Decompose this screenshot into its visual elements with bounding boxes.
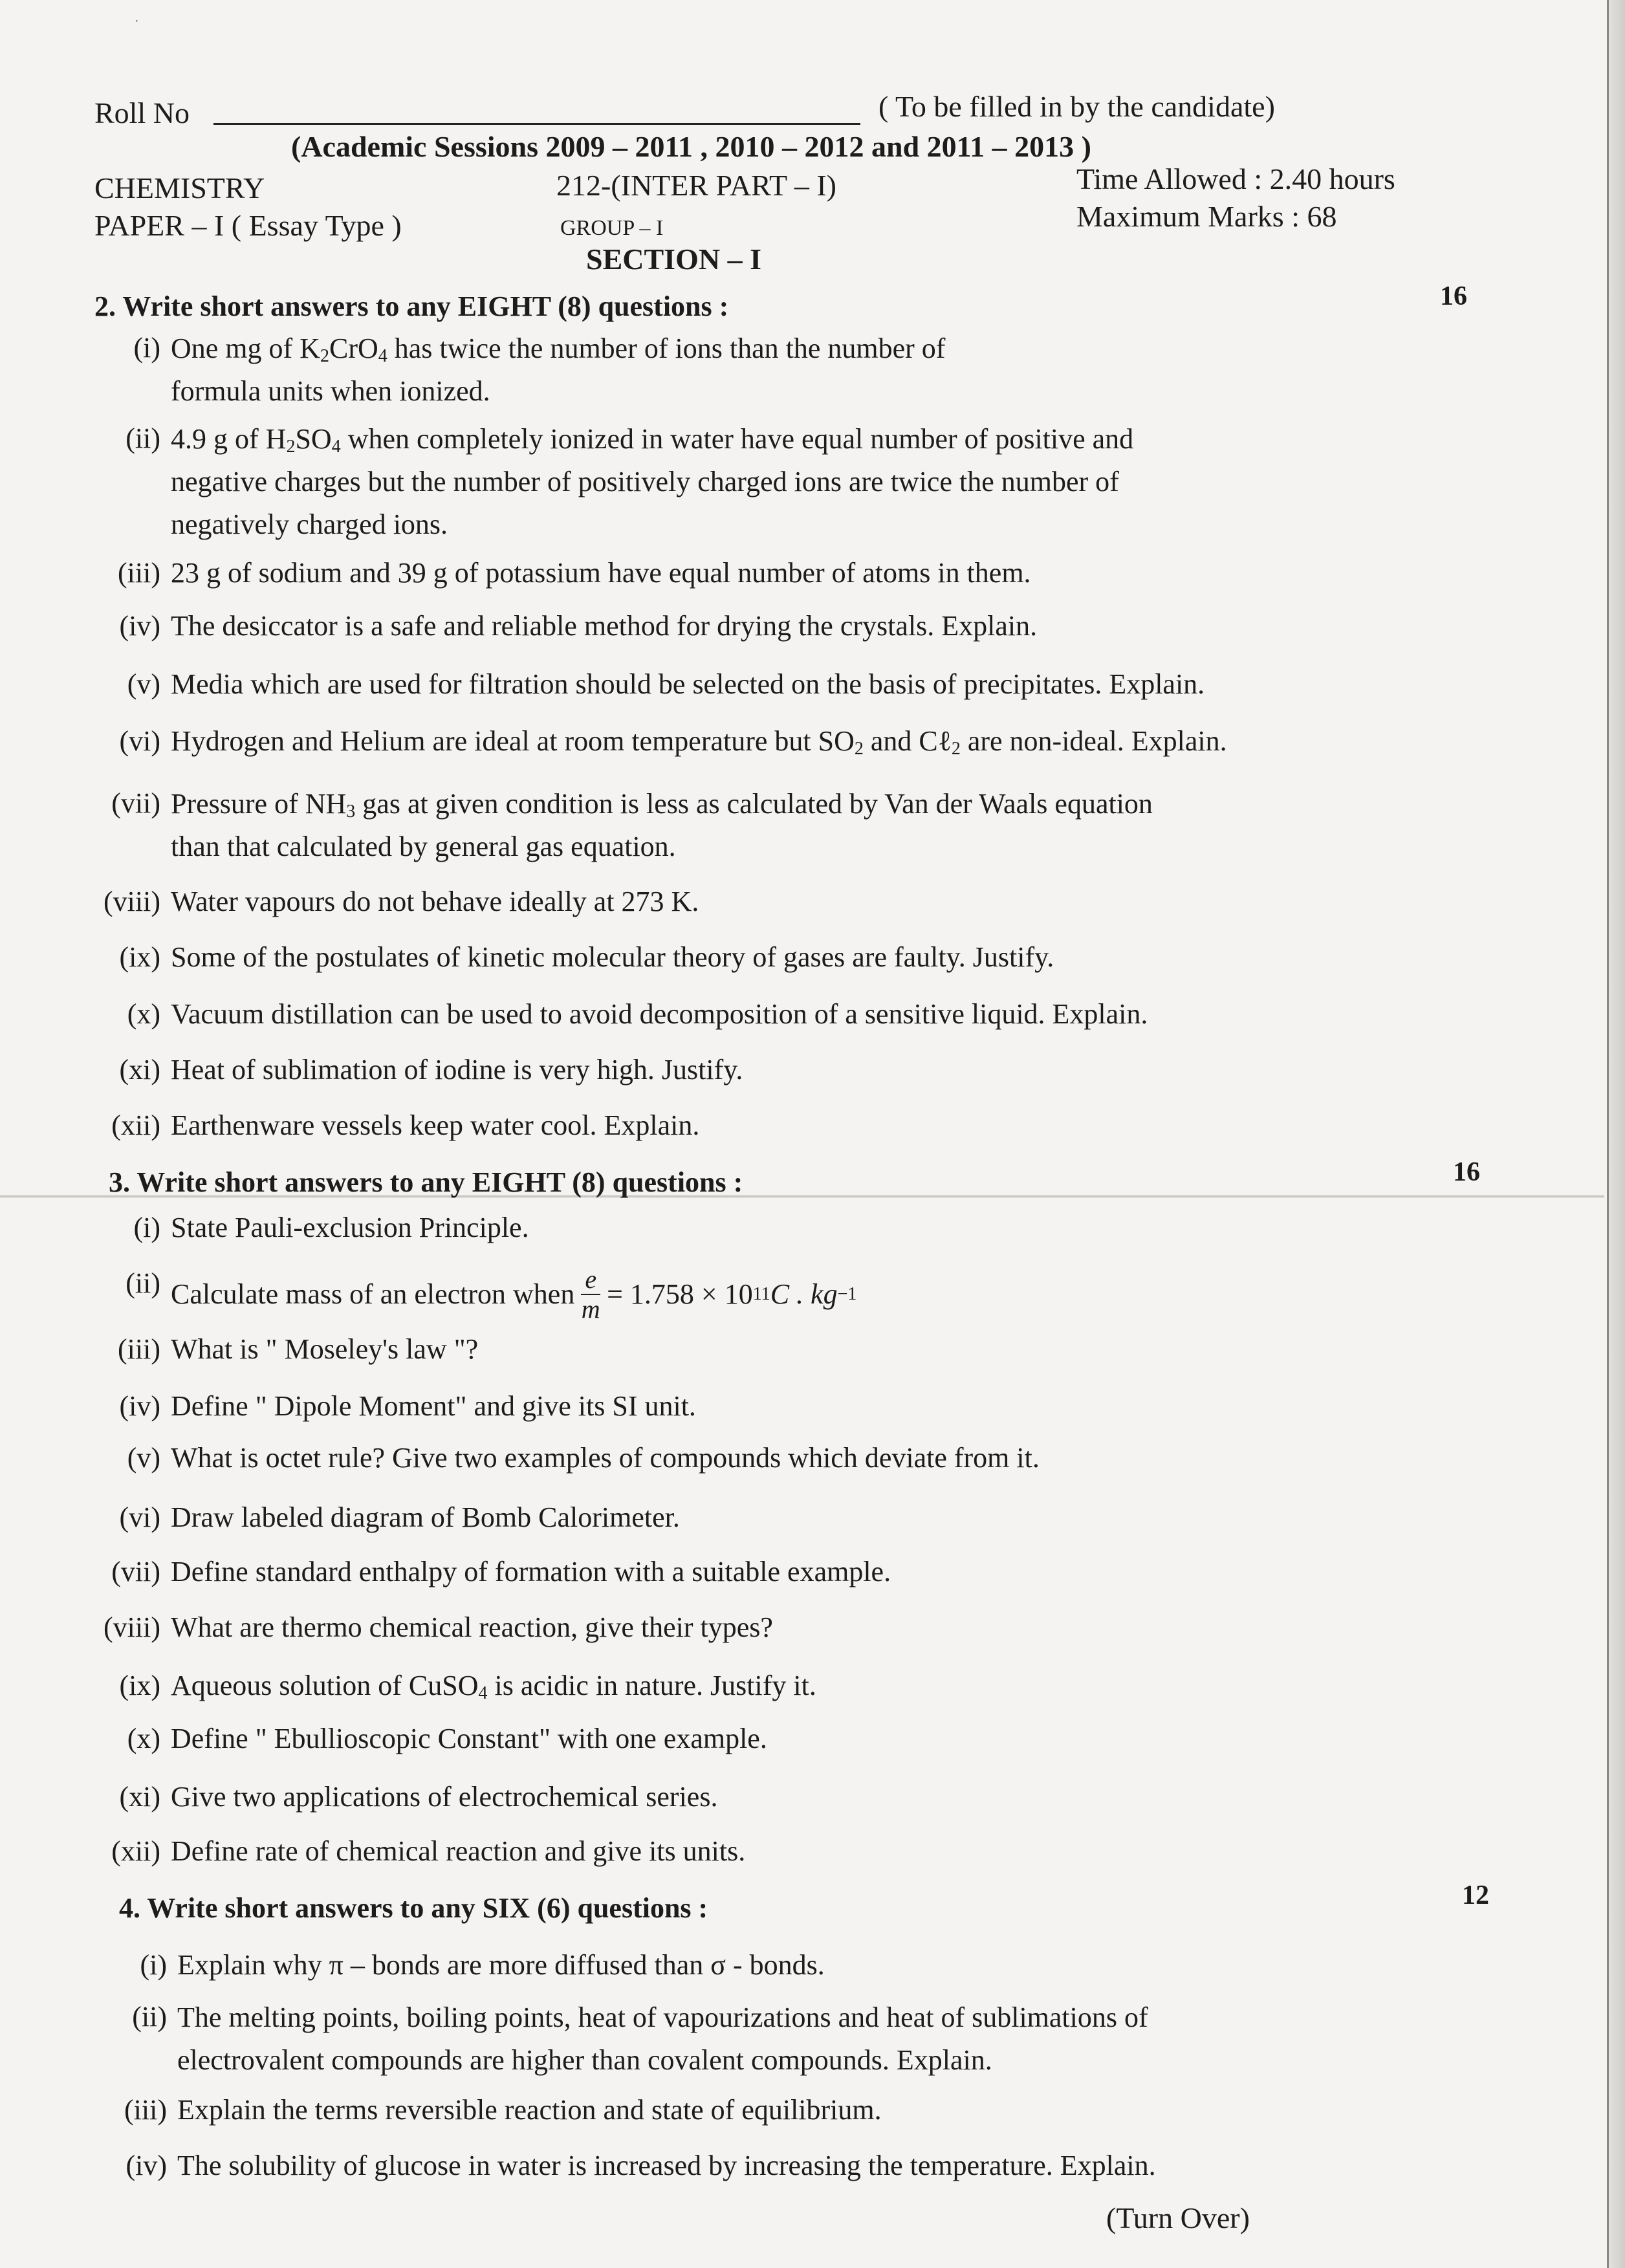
q3-heading: 3. Write short answers to any EIGHT (8) questions : [109, 1166, 743, 1198]
text-line: 23 g of sodium and 39 g of potassium have equal number of atoms in them. [171, 557, 1031, 589]
e-over-m-fraction [581, 1265, 600, 1324]
q4-item [97, 2148, 1156, 2184]
text-line: Some of the postulates of kinetic molecular theory of gases are faulty. Justify. [171, 941, 1054, 973]
q2-item-text [171, 330, 945, 410]
q3-item-text [171, 1210, 529, 1246]
q3-item-number: (iii) [118, 1333, 160, 1365]
q3-item-text [171, 1440, 1040, 1476]
formula-units: C . kg [770, 1278, 838, 1310]
q3-item [91, 1779, 717, 1815]
q3-item-text [171, 1265, 856, 1324]
text-line: than that calculated by general gas equation. [171, 831, 676, 862]
q2-item-number: (v) [127, 668, 160, 700]
text-line: The melting points, boiling points, heat of vapourizations and heat of sublimations of [177, 2001, 1148, 2033]
q2-item [91, 723, 1227, 759]
q4-item-number: (iii) [124, 2094, 167, 2126]
academic-sessions: (Academic Sessions 2009 – 2011 , 2010 – 2012 and 2011 – 2013 ) [291, 130, 1091, 163]
q2-item-text [171, 420, 1133, 543]
text-line: Hydrogen and Helium are ideal at room temperature but $SO_2$ and Cℓ$_2$ are non-ideal. Explain. [171, 725, 1227, 759]
q3-item [91, 1331, 478, 1368]
q2-item [91, 420, 1133, 543]
text-line: Aqueous solution of CuSO$_4$ is acidic in nature. Justify it. [171, 1670, 816, 1703]
q4-item-number: (ii) [132, 2001, 167, 2033]
q2-item-number: (iv) [119, 610, 160, 642]
text-line: Media which are used for filtration should be selected on the basis of precipitates. Explain. [171, 668, 1205, 700]
q3-item-text [171, 1609, 773, 1646]
q3-item [91, 1440, 1040, 1476]
text-line: One mg of $K_2CrO_4$ has twice the number of ions than the number of [171, 333, 946, 366]
q4-item-text [177, 2092, 882, 2128]
text-line: Define rate of chemical reaction and give its units. [171, 1835, 746, 1867]
q3-item-number: (iv) [119, 1390, 160, 1422]
q4-marks: 12 [1462, 1881, 1489, 1910]
q2-item-number: (vii) [111, 787, 160, 819]
q3-item-number: (i) [133, 1212, 160, 1243]
q2-item-number: (i) [133, 332, 160, 364]
text-line: State Pauli-exclusion Principle. [171, 1212, 529, 1243]
q2-item [91, 1052, 743, 1088]
fraction-denominator: m [581, 1294, 600, 1324]
q3-item-text [171, 1499, 680, 1536]
q2-item-text [171, 996, 1148, 1032]
q3-item-text [171, 1721, 767, 1757]
text-line: Define " Ebullioscopic Constant" with one example. [171, 1723, 767, 1754]
q3-item-number: (v) [127, 1442, 160, 1474]
q3-item [91, 1499, 680, 1536]
q3-item [91, 1210, 529, 1246]
q2-item-text [171, 785, 1153, 866]
q2-item [91, 996, 1148, 1032]
q4-item [97, 1999, 1148, 2079]
subject: CHEMISTRY [94, 171, 265, 204]
paper-code: 212-(INTER PART – I) [556, 169, 836, 202]
text-line: Give two applications of electrochemical series. [171, 1781, 718, 1813]
q2-item-text [171, 884, 699, 920]
q2-item [91, 555, 1031, 591]
q2-item-text [171, 723, 1227, 759]
q3-item-text [171, 1668, 816, 1704]
text-line: The solubility of glucose in water is increased by increasing the temperature. Explain. [177, 2150, 1156, 2181]
q3-item [91, 1554, 891, 1590]
q2-item-number: (x) [127, 998, 160, 1030]
q3-item [91, 1721, 767, 1757]
q3-item-text [171, 1554, 891, 1590]
text-line: Earthenware vessels keep water cool. Explain. [171, 1109, 700, 1141]
q3-item-number: (x) [127, 1723, 160, 1754]
q3-item-text [171, 1779, 717, 1815]
text-line: Explain why π – bonds are more diffused than σ - bonds. [177, 1949, 825, 1981]
q2-item-number: (xii) [111, 1109, 160, 1141]
max-marks: Maximum Marks : 68 [1076, 200, 1337, 233]
text-line: negatively charged ions. [171, 508, 448, 540]
q4-item-text [177, 1999, 1148, 2079]
text-line: Draw labeled diagram of Bomb Calorimeter. [171, 1501, 680, 1533]
q2-item-text [171, 1107, 699, 1144]
q3-item-text [171, 1388, 696, 1424]
q2-item-number: (iii) [118, 557, 160, 589]
time-allowed: Time Allowed : 2.40 hours [1076, 162, 1395, 195]
q3-item [91, 1833, 745, 1870]
q2-item [91, 939, 1054, 976]
q2-heading: 2. Write short answers to any EIGHT (8) questions : [94, 290, 729, 322]
q3-item-number: (xi) [119, 1781, 160, 1813]
text-line: Explain the terms reversible reaction and state of equilibrium. [177, 2094, 882, 2126]
q4-item-text [177, 2148, 1156, 2184]
q4-item-number: (iv) [125, 2150, 167, 2181]
text-line: electrovalent compounds are higher than covalent compounds. Explain. [177, 2044, 992, 2076]
roll-number-line [213, 123, 860, 125]
fill-note: ( To be filled in by the candidate) [878, 90, 1275, 123]
q2-item-number: (ii) [125, 422, 160, 454]
q3-item [91, 1668, 816, 1704]
q3-marks: 16 [1453, 1157, 1480, 1187]
q3-item-number: (ix) [119, 1670, 160, 1701]
q3-item-number: (xii) [111, 1835, 160, 1867]
q2-item-text [171, 608, 1037, 644]
text-line: What is " Moseley's law "? [171, 1333, 479, 1365]
q2-item [91, 608, 1037, 644]
dot-mark: · [135, 14, 139, 28]
page-edge [1607, 0, 1625, 2268]
q2-item [91, 785, 1153, 866]
q2-item-text [171, 555, 1031, 591]
text-line: negative charges but the number of positively charged ions are twice the number of [171, 466, 1119, 497]
q2-item-text [171, 666, 1205, 703]
q3-item-number: (vi) [119, 1501, 160, 1533]
q2-item-text [171, 1052, 743, 1088]
q3-item-text [171, 1833, 745, 1870]
q2-item-number: (xi) [119, 1054, 160, 1085]
text-line: Water vapours do not behave ideally at 273 K. [171, 886, 699, 917]
text-line: Heat of sublimation of iodine is very high. Justify. [171, 1054, 743, 1085]
q3-item-text [171, 1331, 478, 1368]
text-line: Vacuum distillation can be used to avoid decomposition of a sensitive liquid. Explain. [171, 998, 1148, 1030]
text-line: formula units when ionized. [171, 375, 490, 407]
text-line: Define " Dipole Moment" and give its SI unit. [171, 1390, 696, 1422]
q2-item [91, 330, 945, 410]
text-line: Define standard enthalpy of formation with a suitable example. [171, 1556, 891, 1587]
roll-label: Roll No [94, 96, 190, 129]
paper-title: PAPER – I ( Essay Type ) [94, 209, 402, 242]
q2-item-text [171, 939, 1054, 976]
q3-item-number: (viii) [104, 1611, 160, 1643]
q2-item-number: (vi) [119, 725, 160, 757]
q3-item-number: (vii) [111, 1556, 160, 1587]
q4-heading: 4. Write short answers to any SIX (6) questions : [119, 1892, 708, 1924]
text-line: What is octet rule? Give two examples of compounds which deviate from it. [171, 1442, 1040, 1474]
text-line: The desiccator is a safe and reliable method for drying the crystals. Explain. [171, 610, 1038, 642]
q4-item-text [177, 1947, 825, 1983]
q2-item-number: (viii) [104, 886, 160, 917]
turn-over: (Turn Over) [1106, 2201, 1250, 2234]
text-line: Pressure of $NH_3$ gas at given condition is less as calculated by Van der Waals equation [171, 788, 1153, 822]
q3-item [91, 1609, 773, 1646]
group: GROUP – I [560, 216, 664, 240]
text-line: What are thermo chemical reaction, give their types? [171, 1611, 773, 1643]
section-title: SECTION – I [586, 243, 761, 276]
q2-item [91, 666, 1205, 703]
q4-item [97, 1947, 825, 1983]
q3-item-number: (ii) [125, 1267, 160, 1299]
q2-item-number: (ix) [119, 941, 160, 973]
text-line: 4.9 g of $H_2SO_4$ when completely ionized in water have equal number of positive and [171, 423, 1134, 457]
q3-item [91, 1265, 856, 1324]
q4-item-number: (i) [140, 1949, 167, 1981]
q2-item [91, 884, 699, 920]
q4-item [97, 2092, 882, 2128]
text-line: Calculate mass of an electron when $\frac{e}{m}$ = 1.758 × 10 11 C . kg −1 [171, 1265, 857, 1324]
q2-item [91, 1107, 699, 1144]
q2-marks: 16 [1440, 281, 1467, 311]
q3-item [91, 1388, 696, 1424]
formula-value: = 1.758 × 10 [607, 1278, 753, 1310]
fraction-numerator: e [581, 1265, 600, 1295]
